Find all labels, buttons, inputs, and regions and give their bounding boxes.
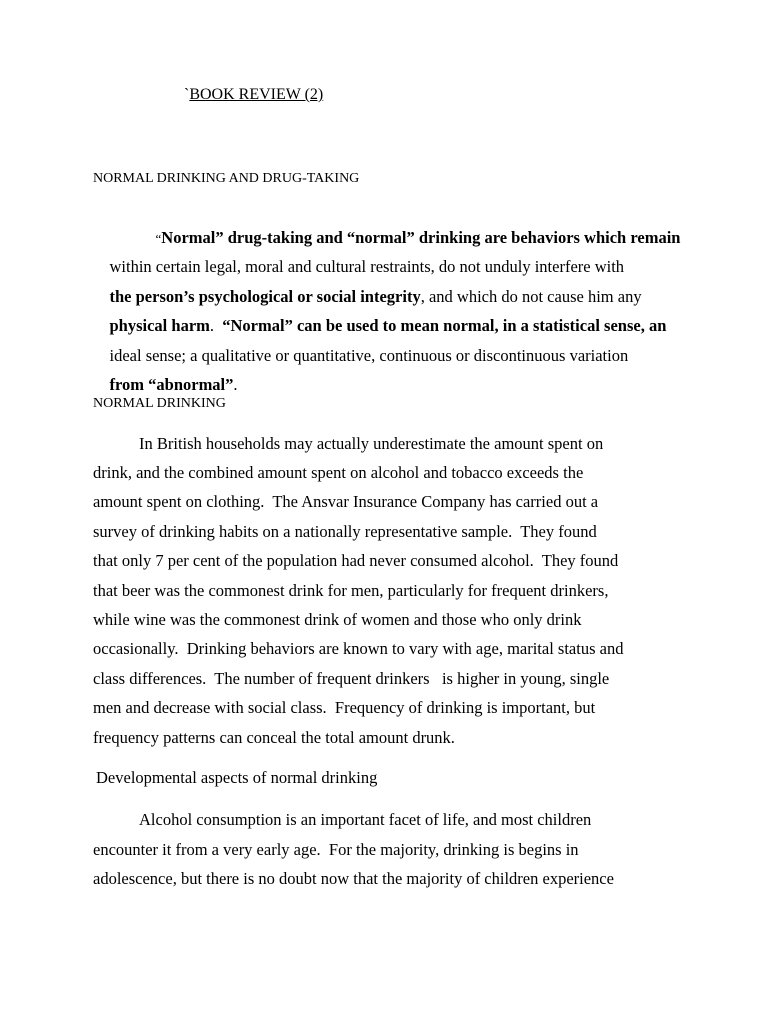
section-heading-developmental-aspects: Developmental aspects of normal drinking [96,768,378,787]
paragraph-line: frequency patterns can conceal the total amount drunk. [93,728,455,747]
text-run-bold: “Normal” can be used to mean normal, in a statistical sense, an [222,316,667,335]
paragraph-line: that only 7 per cent of the population had never consumed alcohol. They found [93,551,619,570]
paragraph-line: men and decrease with social class. Frequency of drinking is important, but [93,698,596,717]
text-run: within certain legal, moral and cultural restraints, do not unduly interfere with [109,257,625,276]
paragraph-line: occasionally. Drinking behaviors are known to vary with age, marital status and [93,639,624,658]
paragraph-line: In British households may actually underestimate the amount spent on [139,434,604,453]
text-run: . [209,316,223,335]
document-title [184,86,323,104]
paragraph-line: that beer was the commonest drink for men, particularly for frequent drinkers, [93,581,609,600]
title-text: BOOK REVIEW (2) [189,86,324,103]
section-heading-normal-drinking: NORMAL DRINKING [93,396,226,411]
paragraph-line: encounter it from a very early age. For the majority, drinking is begins in [93,840,579,859]
paragraph-line: adolescence, but there is no doubt now that the majority of children experience [93,869,614,888]
text-run: . [233,375,238,394]
text-run: “ [155,231,162,246]
paragraph-line: survey of drinking habits on a nationally representative sample. They found [93,522,597,541]
text-run-bold: the person’s psychological or social integrity [109,287,421,306]
section-heading-normal-drinking-and-drug-taking: NORMAL DRINKING AND DRUG-TAKING [93,171,360,186]
text-run-bold: Normal” drug-taking and “normal” drinking are behaviors which remain [161,228,681,247]
paragraph-line: amount spent on clothing. The Ansvar Insurance Company has carried out a [93,492,599,511]
paragraph-line: Alcohol consumption is an important facet of life, and most children [139,810,592,829]
paragraph-line: while wine was the commonest drink of women and those who only drink [93,610,582,629]
text-run: , and which do not cause him any [420,287,642,306]
text-run: ideal sense; a qualitative or quantitative, continuous or discontinuous variation [109,346,629,365]
title-prefix-mark: ` [184,86,190,103]
text-run-bold: from “abnormal” [109,375,234,394]
paragraph-line: class differences. The number of frequent drinkers is higher in young, single [93,669,610,688]
paragraph-line: drink, and the combined amount spent on alcohol and tobacco exceeds the [93,463,584,482]
text-run-bold: physical harm [109,316,210,335]
